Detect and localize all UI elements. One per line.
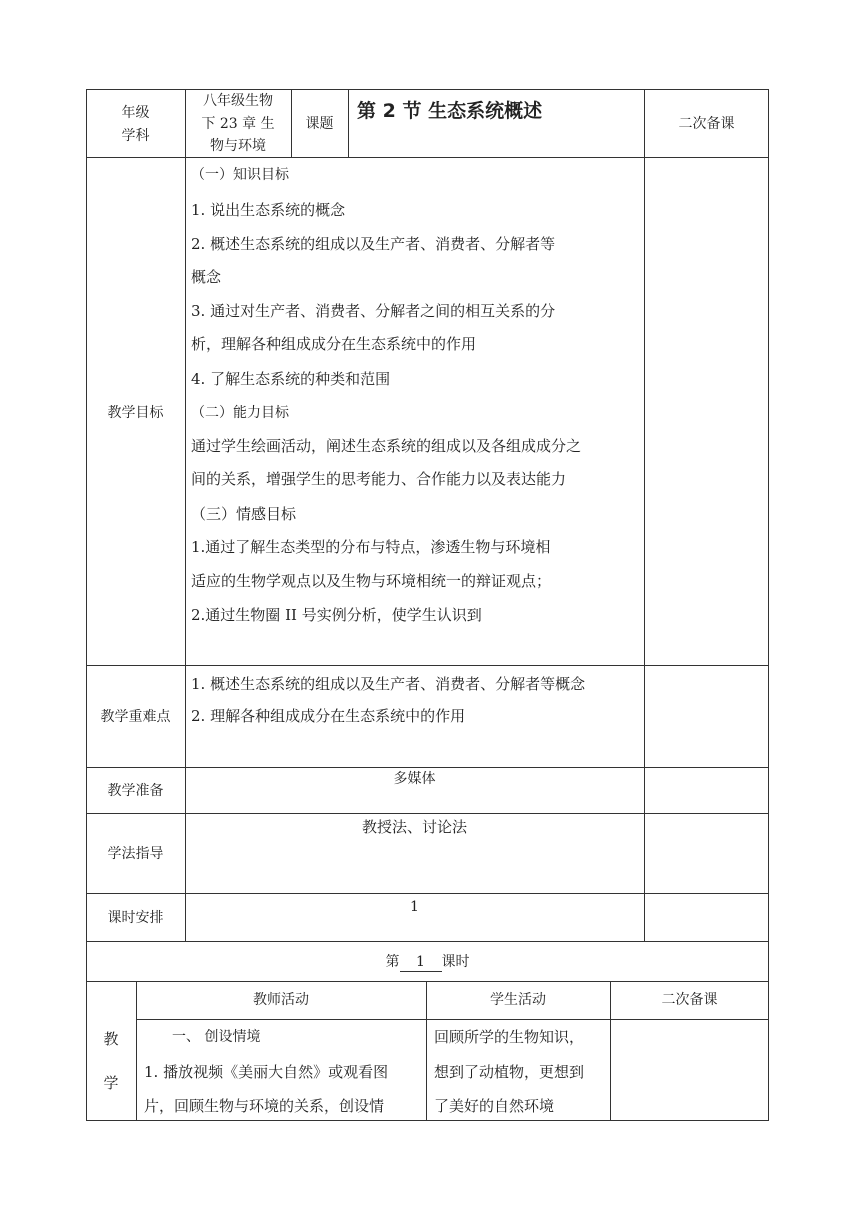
activity-side-label-1: 教 [103,1030,119,1048]
row-divider [86,813,769,814]
knowledge-item-3b: 析，理解各种组成成分在生态系统中的作用 [191,335,477,353]
grade-label-1: 年级 [121,105,150,121]
knowledge-heading: （一）知识目标 [191,167,289,183]
grade-value-1: 八年级生物 [203,93,273,109]
emotion-heading: （三）情感目标 [191,505,297,523]
schedule-value: 1 [410,899,419,915]
knowledge-item-2a: 2. 概述生态系统的组成以及生产者、消费者、分解者等 [191,235,556,253]
knowledge-item-1: 1. 说出生态系统的概念 [191,201,346,219]
grade-value-3: 物与环境 [210,138,266,154]
emotion-item-1b: 适应的生物学观点以及生物与环境相统一的辩证观点； [191,572,552,590]
teacher-activity-line-2: 1. 播放视频《美丽大自然》或观看图 [144,1063,389,1081]
knowledge-item-4: 4. 了解生态系统的种类和范围 [191,370,391,388]
methods-value: 教授法、讨论法 [361,818,467,836]
grade-value-2: 下 23 章 生 [201,116,275,132]
student-activity-line-3: 了美好的自然环境 [434,1097,555,1115]
preparation-value: 多媒体 [393,771,436,787]
second-prep-label: 二次备课 [678,116,735,132]
lesson-suffix: 课时 [441,954,470,970]
col-divider [644,89,645,941]
row-divider [86,665,769,666]
student-activity-line-1: 回顾所学的生物知识， [434,1028,585,1046]
activity-side-label-2: 学 [103,1074,119,1092]
objectives-label: 教学目标 [107,405,164,421]
row-divider [86,893,769,894]
teacher-activity-line-3: 片，回顾生物与环境的关系，创设情 [144,1097,385,1115]
grade-label-2: 学科 [121,128,150,144]
row-divider [136,1019,769,1020]
ability-item-b: 间的关系，增强学生的思考能力、合作能力以及表达能力 [191,470,567,488]
schedule-label: 课时安排 [107,910,164,926]
key-point-2: 2. 理解各种组成成分在生态系统中的作用 [191,707,466,725]
key-point-1: 1. 概述生态系统的组成以及生产者、消费者、分解者等概念 [191,675,586,693]
ability-item-a: 通过学生绘画活动，阐述生态系统的组成以及各组成成分之 [191,437,582,455]
lesson-number-line [86,953,769,972]
topic-label: 课题 [305,116,334,132]
methods-label: 学法指导 [107,846,164,862]
knowledge-item-2b: 概念 [191,268,222,286]
row-divider [86,157,769,158]
activity-prep-header: 二次备课 [661,992,718,1008]
lesson-number: 1 [400,953,442,972]
row-divider [86,981,769,982]
teacher-activity-header: 教师活动 [253,992,309,1008]
preparation-label: 教学准备 [107,783,164,799]
col-divider [185,89,186,941]
teacher-activity-line-1: 一、 创设情境 [172,1029,261,1045]
knowledge-item-3a: 3. 通过对生产者、消费者、分解者之间的相互关系的分 [191,302,556,320]
lesson-prefix: 第 [385,954,400,970]
emotion-item-1a: 1.通过了解生态类型的分布与特点，渗透生物与环境相 [191,538,551,556]
emotion-item-2: 2.通过生物圈 II 号实例分析，使学生认识到 [191,606,482,624]
ability-heading: （二）能力目标 [191,405,289,421]
key-points-label: 教学重难点 [100,709,171,725]
student-activity-line-2: 想到了动植物，更想到 [434,1063,585,1081]
col-divider [348,89,349,157]
student-activity-header: 学生活动 [490,992,546,1008]
row-divider [86,941,769,942]
topic-title: 第 2 节 生态系统概述 [357,100,543,122]
row-divider [86,767,769,768]
